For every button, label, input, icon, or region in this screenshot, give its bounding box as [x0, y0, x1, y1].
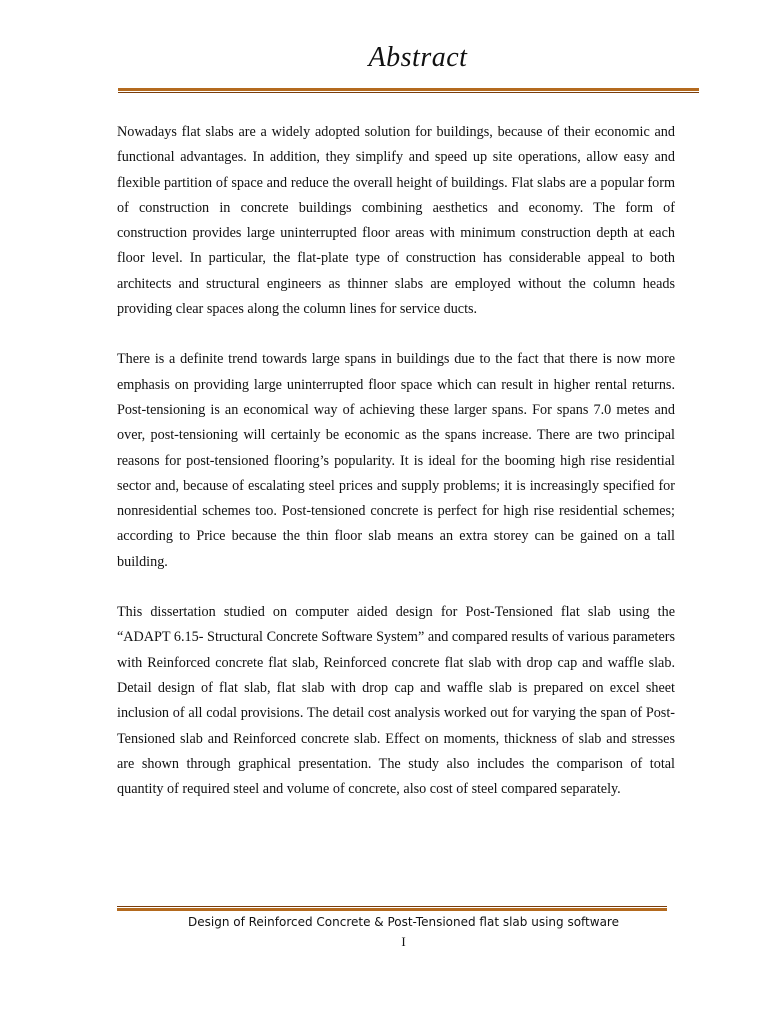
- footer-divider-thin-line: [117, 906, 667, 907]
- page-title: Abstract: [368, 42, 468, 73]
- title-divider-thin-line: [118, 92, 699, 93]
- footer-divider: [117, 906, 667, 911]
- title-divider-thick-line: [118, 88, 699, 91]
- footer-document-title: Design of Reinforced Concrete & Post-Tensioned flat slab using software: [188, 915, 619, 929]
- abstract-paragraph-2: There is a definite trend towards large spans in buildings due to the fact that there is now more emphasis on providing large uninterrupted floor space which can result in higher rental returns. Post-tensioning is an economical way of achieving these larger spans. For spans 7.0 metes and over, post-tensioning will certainly be economic as the spans increase. There are two principal reasons for post-tensioned flooring’s popularity. It is ideal for the booming high rise residential sector and, because of escalating steel prices and supply problems; it is increasingly specified for nonresidential schemes too. Post-tensioned concrete is perfect for high rise residential schemes; according to Price because the thin floor slab means an extra storey can be gained on a tall building.: [117, 351, 675, 570]
- abstract-paragraph-1: Nowadays flat slabs are a widely adopted solution for buildings, because of their economic and functional advantages. In addition, they simplify and speed up site operations, allow easy and flexible partition of space and reduce the overall height of buildings. Flat slabs are a popular form of construction in concrete buildings combining aesthetics and economy. The form of construction provides large uninterrupted floor areas with minimum construction depth at each floor level. In particular, the flat-plate type of construction has considerable appeal to both architects and structural engineers as thinner slabs are employed without the column heads providing clear spaces along the column lines for service ducts.: [117, 124, 675, 318]
- page-number: I: [401, 934, 406, 949]
- footer-divider-thick-line: [117, 908, 667, 911]
- title-divider: [118, 88, 699, 93]
- abstract-body: [117, 120, 675, 827]
- abstract-paragraph-3: This dissertation studied on computer aided design for Post-Tensioned flat slab using the “ADAPT 6.15- Structural Concrete Software System” and compared results of various parameters with Reinforced concrete flat slab, Reinforced concrete flat slab with drop cap and waffle slab. Detail design of flat slab, flat slab with drop cap and waffle slab is prepared on excel sheet inclusion of all codal provisions. The detail cost analysis worked out for varying the span of Post-Tensioned slab and Reinforced concrete slab. Effect on moments, thickness of slab and stresses are shown through graphical presentation. The study also includes the comparison of total quantity of required steel and volume of concrete, also cost of steel compared separately.: [117, 604, 675, 798]
